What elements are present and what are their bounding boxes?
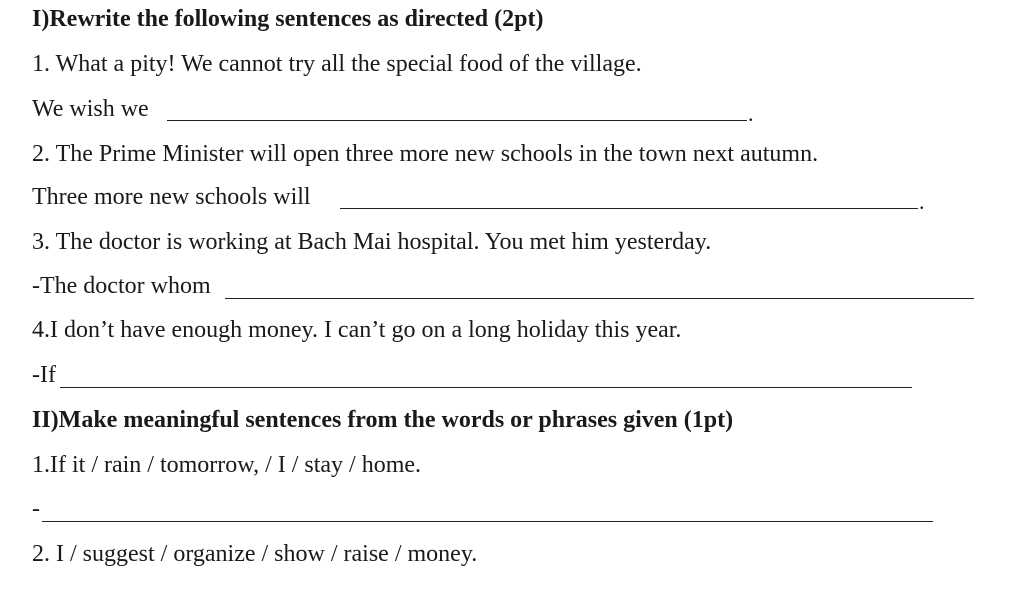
section-2-heading: II)Make meaningful sentences from the words or phrases given (1pt)	[32, 407, 734, 433]
sentence-1-start: -	[32, 496, 40, 522]
sentence-1-answer-blank[interactable]	[42, 521, 933, 522]
question-2-end: .	[919, 189, 925, 214]
question-4-answer-blank[interactable]	[60, 387, 912, 388]
question-2-start: Three more new schools will	[32, 184, 311, 210]
question-3-prompt: 3. The doctor is working at Bach Mai hospital. You met him yesterday.	[32, 229, 712, 255]
section-1-heading: I)Rewrite the following sentences as directed (2pt)	[32, 6, 544, 32]
question-1-answer-blank[interactable]	[167, 120, 747, 121]
question-1-prompt: 1. What a pity! We cannot try all the special food of the village.	[32, 51, 642, 77]
question-3-start: -The doctor whom	[32, 273, 211, 299]
question-1-end: .	[748, 101, 754, 126]
sentence-1-prompt: 1.If it / rain / tomorrow, / I / stay / home.	[32, 452, 422, 478]
question-1-start: We wish we	[32, 96, 149, 122]
question-3-answer-blank[interactable]	[225, 298, 974, 299]
question-2-answer-blank[interactable]	[340, 208, 918, 209]
question-4-prompt: 4.I don’t have enough money. I can’t go on a long holiday this year.	[32, 317, 682, 343]
sentence-2-prompt: 2. I / suggest / organize / show / raise / money.	[32, 541, 478, 567]
question-4-start: -If	[32, 362, 56, 388]
question-2-prompt: 2. The Prime Minister will open three more new schools in the town next autumn.	[32, 141, 819, 167]
